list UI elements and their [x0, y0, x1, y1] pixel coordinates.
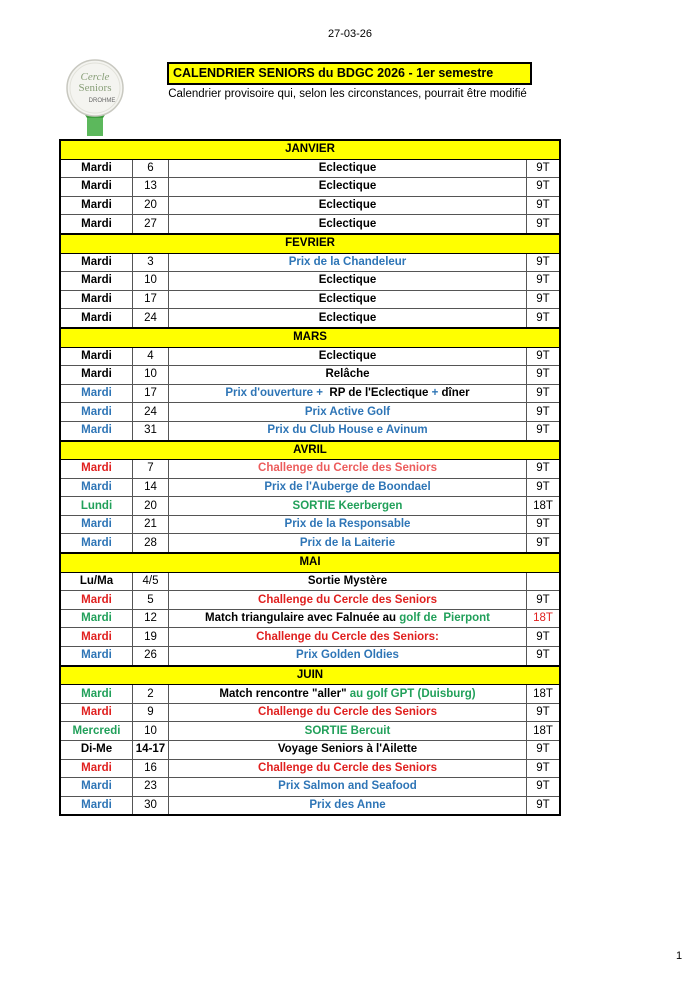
event-row: [60, 290, 560, 309]
event-holes: 9T: [527, 196, 561, 215]
event-name-segment: Eclectique: [318, 217, 377, 230]
event-row: [60, 796, 560, 815]
event-holes: 9T: [527, 628, 561, 647]
event-day: Mardi: [60, 421, 133, 440]
event-name-segment: Match rencontre "aller": [219, 687, 350, 700]
event-name: [169, 778, 527, 797]
event-holes: 9T: [527, 478, 561, 497]
event-row: [60, 403, 560, 422]
event-name: [169, 534, 527, 553]
month-header-row: [60, 234, 560, 253]
event-holes: 18T: [527, 685, 561, 704]
event-holes: 9T: [527, 778, 561, 797]
event-name: [169, 460, 527, 479]
event-name: [169, 497, 527, 516]
event-date: 12: [133, 609, 169, 628]
event-date: 14-17: [133, 741, 169, 760]
svg-text:DROHME: DROHME: [88, 98, 116, 104]
event-date: 27: [133, 215, 169, 234]
event-name-segment: Challenge du Cercle des Seniors: [258, 761, 437, 774]
event-name: [169, 384, 527, 403]
event-name: [169, 272, 527, 291]
event-holes: 18T: [527, 722, 561, 741]
event-name: [169, 796, 527, 815]
event-name-segment: Challenge du Cercle des Seniors: [258, 593, 437, 606]
event-holes: 9T: [527, 159, 561, 178]
event-name: [169, 572, 527, 591]
month-name: MARS: [60, 328, 560, 347]
event-date: 14: [133, 478, 169, 497]
event-date: 16: [133, 759, 169, 778]
event-row: [60, 196, 560, 215]
event-date: 13: [133, 178, 169, 197]
event-name: [169, 703, 527, 722]
event-day: Mercredi: [60, 722, 133, 741]
event-name-segment: Eclectique: [318, 293, 377, 306]
event-day: Mardi: [60, 215, 133, 234]
calendar-table: [59, 139, 561, 816]
event-name-segment: golf de Pierpont: [399, 612, 491, 625]
event-name-segment: Prix de la Laiterie: [299, 536, 396, 549]
event-name-segment: Prix des Anne: [309, 799, 386, 812]
event-holes: 9T: [527, 272, 561, 291]
event-name: [169, 159, 527, 178]
event-holes: 9T: [527, 796, 561, 815]
event-day: Mardi: [60, 591, 133, 610]
event-name-segment: Eclectique: [318, 180, 377, 193]
event-holes: 9T: [527, 534, 561, 553]
event-day: Mardi: [60, 196, 133, 215]
event-row: [60, 384, 560, 403]
month-header-row: [60, 553, 560, 572]
event-row: [60, 703, 560, 722]
event-day: Mardi: [60, 403, 133, 422]
event-day: Lu/Ma: [60, 572, 133, 591]
event-row: [60, 460, 560, 479]
event-day: Mardi: [60, 478, 133, 497]
event-name-segment: Prix d'ouverture +: [225, 387, 327, 400]
event-row: [60, 628, 560, 647]
event-holes: 9T: [527, 253, 561, 272]
event-holes: 9T: [527, 366, 561, 385]
event-day: Mardi: [60, 347, 133, 366]
event-name: [169, 366, 527, 385]
event-day: Mardi: [60, 534, 133, 553]
event-name: [169, 178, 527, 197]
event-holes: 9T: [527, 741, 561, 760]
event-day: Mardi: [60, 778, 133, 797]
month-header-row: [60, 328, 560, 347]
event-row: [60, 572, 560, 591]
event-holes: 18T: [527, 497, 561, 516]
month-name: MAI: [60, 553, 560, 572]
event-date: 20: [133, 497, 169, 516]
event-holes: 9T: [527, 309, 561, 328]
event-row: [60, 421, 560, 440]
event-name-segment: Prix de la Responsable: [284, 518, 411, 531]
event-holes: 9T: [527, 384, 561, 403]
event-name: [169, 290, 527, 309]
event-name-segment: Challenge du Cercle des Seniors: [258, 462, 437, 475]
event-date: 5: [133, 591, 169, 610]
document-title: CALENDRIER SENIORS du BDGC 2026 - 1er semestre: [167, 62, 532, 85]
event-name-segment: Challenge du Cercle des Seniors:: [256, 630, 439, 643]
event-name-segment: Prix de la Chandeleur: [288, 255, 407, 268]
event-date: 20: [133, 196, 169, 215]
event-name-segment: Eclectique: [318, 274, 377, 287]
event-name-segment: Relâche: [325, 368, 370, 381]
event-name: [169, 609, 527, 628]
event-holes: 18T: [527, 609, 561, 628]
event-holes: 9T: [527, 759, 561, 778]
event-date: 24: [133, 309, 169, 328]
event-row: [60, 497, 560, 516]
event-day: Di-Me: [60, 741, 133, 760]
event-date: 26: [133, 647, 169, 666]
event-day: Mardi: [60, 178, 133, 197]
event-name-segment: Eclectique: [318, 311, 377, 324]
event-name: [169, 759, 527, 778]
svg-text:Seniors: Seniors: [78, 82, 112, 94]
event-row: [60, 272, 560, 291]
event-name: [169, 685, 527, 704]
event-row: [60, 478, 560, 497]
event-name: [169, 421, 527, 440]
event-day: Mardi: [60, 609, 133, 628]
event-day: Mardi: [60, 272, 133, 291]
event-holes: 9T: [527, 591, 561, 610]
event-row: [60, 515, 560, 534]
event-row: [60, 778, 560, 797]
event-name: [169, 741, 527, 760]
event-name-segment: SORTIE Bercuit: [304, 724, 391, 737]
event-holes: [527, 572, 561, 591]
document-subtitle: Calendrier provisoire qui, selon les circonstances, pourrait être modifié: [168, 88, 527, 100]
month-name: JUIN: [60, 666, 560, 685]
event-name: [169, 628, 527, 647]
event-row: [60, 309, 560, 328]
event-date: 10: [133, 272, 169, 291]
event-row: [60, 759, 560, 778]
event-name-segment: Eclectique: [318, 161, 377, 174]
event-holes: 9T: [527, 421, 561, 440]
month-name: AVRIL: [60, 441, 560, 460]
event-name: [169, 196, 527, 215]
event-day: Mardi: [60, 384, 133, 403]
event-name-segment: RP de l'Eclectique: [326, 387, 432, 400]
event-row: [60, 722, 560, 741]
event-row: [60, 534, 560, 553]
event-row: [60, 609, 560, 628]
event-name-segment: Match triangulaire avec Falnuée au: [204, 612, 400, 625]
event-date: 10: [133, 722, 169, 741]
event-holes: 9T: [527, 647, 561, 666]
event-date: 9: [133, 703, 169, 722]
event-date: 31: [133, 421, 169, 440]
event-day: Mardi: [60, 309, 133, 328]
event-name: [169, 478, 527, 497]
month-name: JANVIER: [60, 140, 560, 159]
event-date: 28: [133, 534, 169, 553]
event-day: Mardi: [60, 703, 133, 722]
event-name: [169, 647, 527, 666]
event-name: [169, 722, 527, 741]
event-holes: 9T: [527, 215, 561, 234]
event-holes: 9T: [527, 347, 561, 366]
event-name-segment: +: [431, 387, 439, 400]
event-date: 10: [133, 366, 169, 385]
event-name-segment: Eclectique: [318, 349, 377, 362]
event-row: [60, 215, 560, 234]
event-day: Lundi: [60, 497, 133, 516]
event-name-segment: Challenge du Cercle des Seniors: [258, 706, 437, 719]
event-date: 17: [133, 290, 169, 309]
month-header-row: [60, 140, 560, 159]
event-name-segment: Eclectique: [318, 199, 377, 212]
event-name-segment: Prix de l'Auberge de Boondael: [264, 480, 431, 493]
event-name-segment: Prix du Club House e Avinum: [267, 424, 428, 437]
page-number: 1: [676, 950, 683, 962]
event-name-segment: SORTIE Keerbergen: [292, 499, 403, 512]
event-name-segment: Sortie Mystère: [307, 574, 388, 587]
event-row: [60, 366, 560, 385]
event-row: [60, 591, 560, 610]
event-holes: 9T: [527, 515, 561, 534]
event-name: [169, 403, 527, 422]
event-date: 4: [133, 347, 169, 366]
month-header-row: [60, 441, 560, 460]
event-row: [60, 685, 560, 704]
event-day: Mardi: [60, 759, 133, 778]
event-day: Mardi: [60, 796, 133, 815]
event-day: Mardi: [60, 460, 133, 479]
event-name-segment: Prix Golden Oldies: [296, 649, 399, 662]
event-name-segment: dîner: [438, 387, 470, 400]
event-date: 4/5: [133, 572, 169, 591]
event-name: [169, 347, 527, 366]
event-day: Mardi: [60, 685, 133, 704]
event-day: Mardi: [60, 253, 133, 272]
event-day: Mardi: [60, 290, 133, 309]
event-day: Mardi: [60, 647, 133, 666]
event-date: 19: [133, 628, 169, 647]
event-row: [60, 178, 560, 197]
event-date: 23: [133, 778, 169, 797]
event-name: [169, 309, 527, 328]
event-date: 24: [133, 403, 169, 422]
event-date: 21: [133, 515, 169, 534]
event-day: Mardi: [60, 628, 133, 647]
event-name-segment: Voyage Seniors à l'Ailette: [277, 743, 418, 756]
event-date: 6: [133, 159, 169, 178]
event-name-segment: Prix Active Golf: [304, 405, 391, 418]
event-name: [169, 215, 527, 234]
event-date: 2: [133, 685, 169, 704]
event-day: Mardi: [60, 159, 133, 178]
event-date: 7: [133, 460, 169, 479]
event-row: [60, 647, 560, 666]
event-name-segment: Prix Salmon and Seafood: [278, 780, 417, 793]
event-date: 30: [133, 796, 169, 815]
svg-text:Cercle: Cercle: [80, 71, 110, 83]
event-holes: 9T: [527, 290, 561, 309]
month-name: FEVRIER: [60, 234, 560, 253]
event-row: [60, 347, 560, 366]
event-day: Mardi: [60, 366, 133, 385]
event-name: [169, 515, 527, 534]
event-row: [60, 253, 560, 272]
event-date: 17: [133, 384, 169, 403]
event-row: [60, 159, 560, 178]
cercle-seniors-logo: [62, 58, 128, 138]
month-header-row: [60, 666, 560, 685]
event-name-segment: au golf GPT (Duisburg): [349, 687, 476, 700]
event-holes: 9T: [527, 460, 561, 479]
event-row: [60, 741, 560, 760]
event-holes: 9T: [527, 178, 561, 197]
event-holes: 9T: [527, 403, 561, 422]
document-date: 27-03-26: [327, 28, 373, 40]
event-holes: 9T: [527, 703, 561, 722]
event-date: 3: [133, 253, 169, 272]
event-name: [169, 253, 527, 272]
event-name: [169, 591, 527, 610]
event-day: Mardi: [60, 515, 133, 534]
